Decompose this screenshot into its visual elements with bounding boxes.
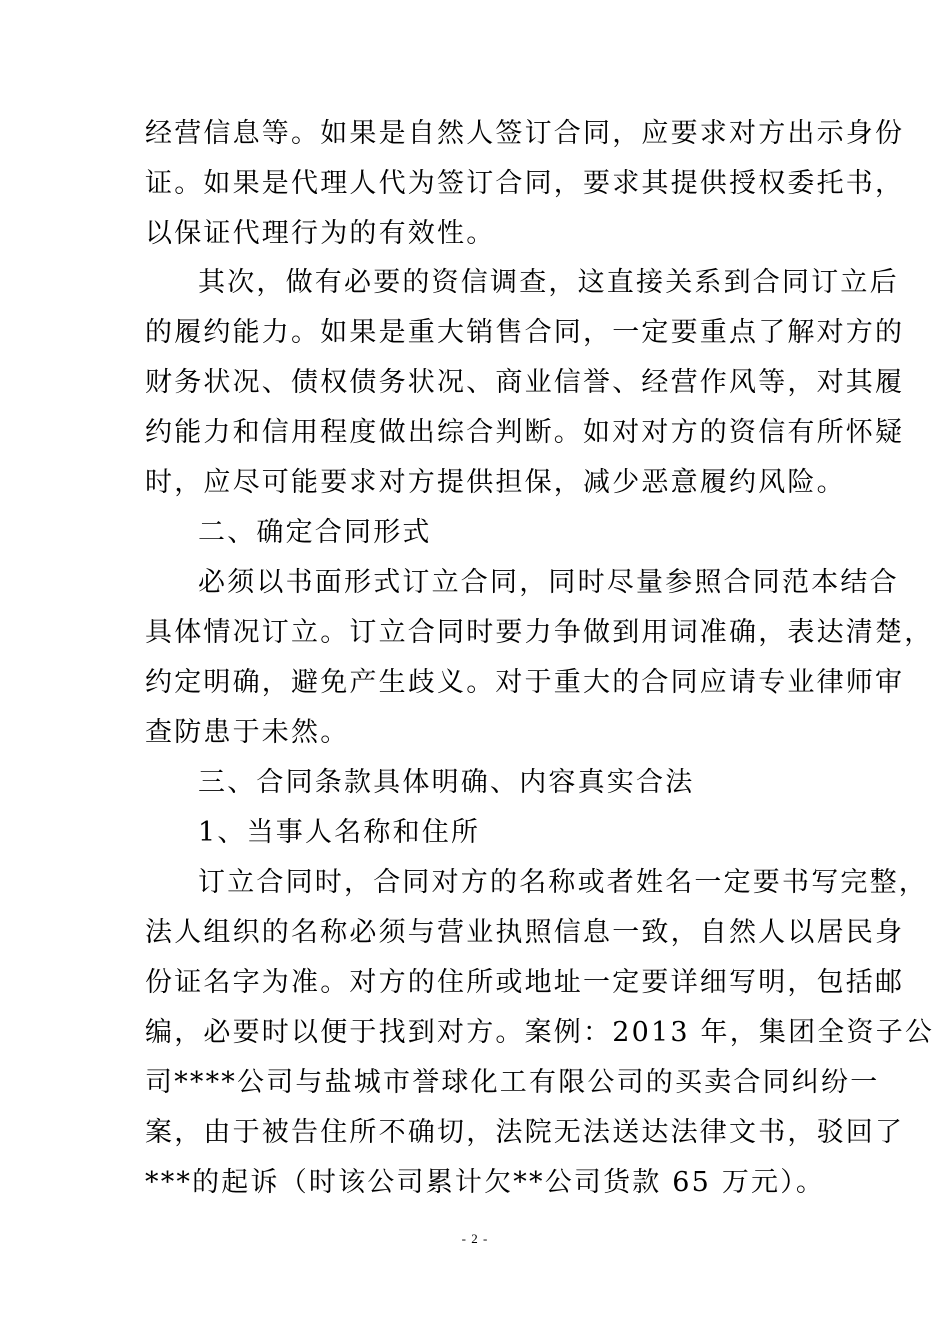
text-line: 其次，做有必要的资信调查，这直接关系到合同订立后 bbox=[198, 267, 899, 298]
text-line: 查防患于未然。 bbox=[145, 717, 350, 748]
section-heading: 二、确定合同形式 bbox=[198, 517, 432, 548]
text-line: 约能力和信用程度做出综合判断。如对对方的资信有所怀疑 bbox=[145, 417, 905, 448]
text-line: 法人组织的名称必须与营业执照信息一致，自然人以居民身 bbox=[145, 917, 905, 948]
text-line: 必须以书面形式订立合同，同时尽量参照合同范本结合 bbox=[198, 567, 899, 598]
text-line: 以保证代理行为的有效性。 bbox=[145, 218, 496, 249]
text-line: 的履约能力。如果是重大销售合同，一定要重点了解对方的 bbox=[145, 317, 905, 348]
text-line: 份证名字为准。对方的住所或地址一定要详细写明，包括邮 bbox=[145, 967, 905, 998]
text-line: 订立合同时，合同对方的名称或者姓名一定要书写完整， bbox=[198, 867, 928, 898]
text-line: 经营信息等。如果是自然人签订合同，应要求对方出示身份 bbox=[145, 118, 905, 149]
text-line: 证。如果是代理人代为签订合同，要求其提供授权委托书， bbox=[145, 168, 905, 199]
text-line: 案，由于被告住所不确切，法院无法送达法律文书，驳回了 bbox=[145, 1117, 905, 1148]
text-line: 约定明确，避免产生歧义。对于重大的合同应请专业律师审 bbox=[145, 667, 905, 698]
text-line: 时，应尽可能要求对方提供担保，减少恶意履约风险。 bbox=[145, 467, 846, 498]
text-line: 司****公司与盐城市誉球化工有限公司的买卖合同纠纷一 bbox=[145, 1067, 880, 1098]
text-line: 财务状况、债权债务状况、商业信誉、经营作风等，对其履 bbox=[145, 367, 905, 398]
text-line: 具体情况订立。订立合同时要力争做到用词准确，表达清楚， bbox=[145, 617, 934, 648]
section-heading: 三、合同条款具体明确、内容真实合法 bbox=[198, 767, 695, 798]
subsection-heading: 1、当事人名称和住所 bbox=[198, 817, 481, 848]
text-line: 编，必要时以便于找到对方。案例：2013 年，集团全资子公 bbox=[145, 1017, 935, 1048]
text-line: ***的起诉（时该公司累计欠**公司货款 65 万元）。 bbox=[145, 1167, 826, 1198]
page-number: - 2 - bbox=[461, 1231, 489, 1246]
